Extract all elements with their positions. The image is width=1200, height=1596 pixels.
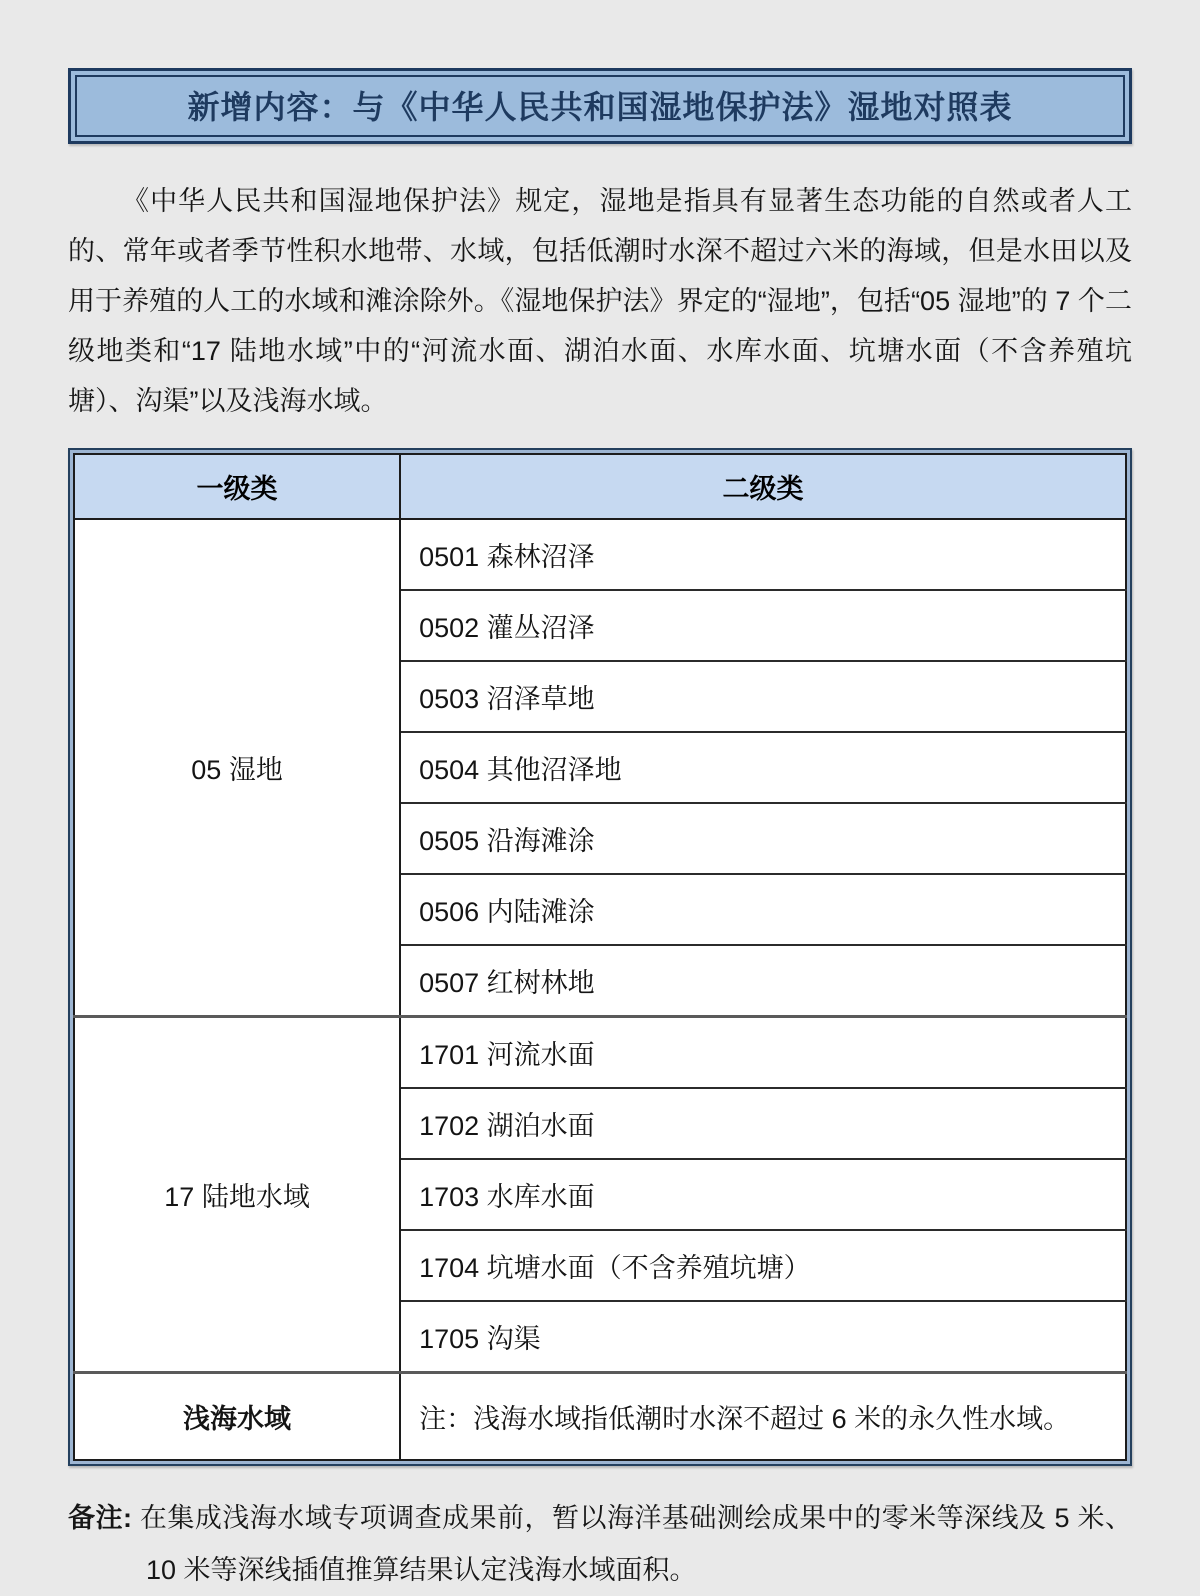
remark-label: 备注: <box>68 1503 132 1533</box>
table-head <box>74 454 1126 519</box>
title-banner-inner <box>75 75 1125 137</box>
header-level2: 二级类 <box>400 454 1126 519</box>
level1-cell: 浅海水域 <box>74 1373 400 1461</box>
table-row <box>74 1373 1126 1461</box>
level2-cell: 1702 湖泊水面 <box>400 1088 1126 1159</box>
level2-cell: 注：浅海水域指低潮时水深不超过 6 米的永久性水域。 <box>400 1373 1126 1461</box>
intro-paragraph: 《中华人民共和国湿地保护法》规定，湿地是指具有显著生态功能的自然或者人工的、常年或者季节性积水地带、水域，包括低潮时水深不超过六米的海域，但是水田以及用于养殖的人工的水域和滩涂除外。《湿地保护法》界定的“湿地”，包括“05 湿地”的 7 个二级地类和“17 陆地水域”中的“河流水面、湖泊水面、水库水面、坑塘水面（不含养殖坑塘）、沟渠”以及浅海水域。 <box>68 186 1132 416</box>
level2-cell: 0503 沼泽草地 <box>400 661 1126 732</box>
table-body <box>74 519 1126 1460</box>
level1-cell: 17 陆地水域 <box>74 1017 400 1373</box>
level2-cell: 1701 河流水面 <box>400 1017 1126 1089</box>
level1-cell: 05 湿地 <box>74 519 400 1017</box>
level2-cell: 0504 其他沼泽地 <box>400 732 1126 803</box>
level2-cell: 0506 内陆滩涂 <box>400 874 1126 945</box>
level2-cell: 1703 水库水面 <box>400 1159 1126 1230</box>
table-row <box>74 519 1126 590</box>
wetland-table <box>73 453 1127 1461</box>
table-frame <box>68 448 1132 1466</box>
level2-cell: 0507 红树林地 <box>400 945 1126 1017</box>
level2-cell: 0501 森林沼泽 <box>400 519 1126 590</box>
table-row <box>74 1017 1126 1089</box>
level2-cell: 0502 灌丛沼泽 <box>400 590 1126 661</box>
table-header-row <box>74 454 1126 519</box>
level2-cell: 1704 坑塘水面（不含养殖坑塘） <box>400 1230 1126 1301</box>
remark-text: 在集成浅海水域专项调查成果前，暂以海洋基础测绘成果中的零米等深线及 5 米、10 米等深线插值推算结果认定浅海水域面积。 <box>139 1503 1132 1585</box>
level2-cell: 0505 沿海滩涂 <box>400 803 1126 874</box>
level2-cell: 1705 沟渠 <box>400 1301 1126 1373</box>
page-title: 新增内容：与《中华人民共和国湿地保护法》湿地对照表 <box>187 89 1013 125</box>
title-banner <box>68 68 1132 144</box>
header-level1: 一级类 <box>74 454 400 519</box>
remark-note <box>68 1492 1132 1596</box>
